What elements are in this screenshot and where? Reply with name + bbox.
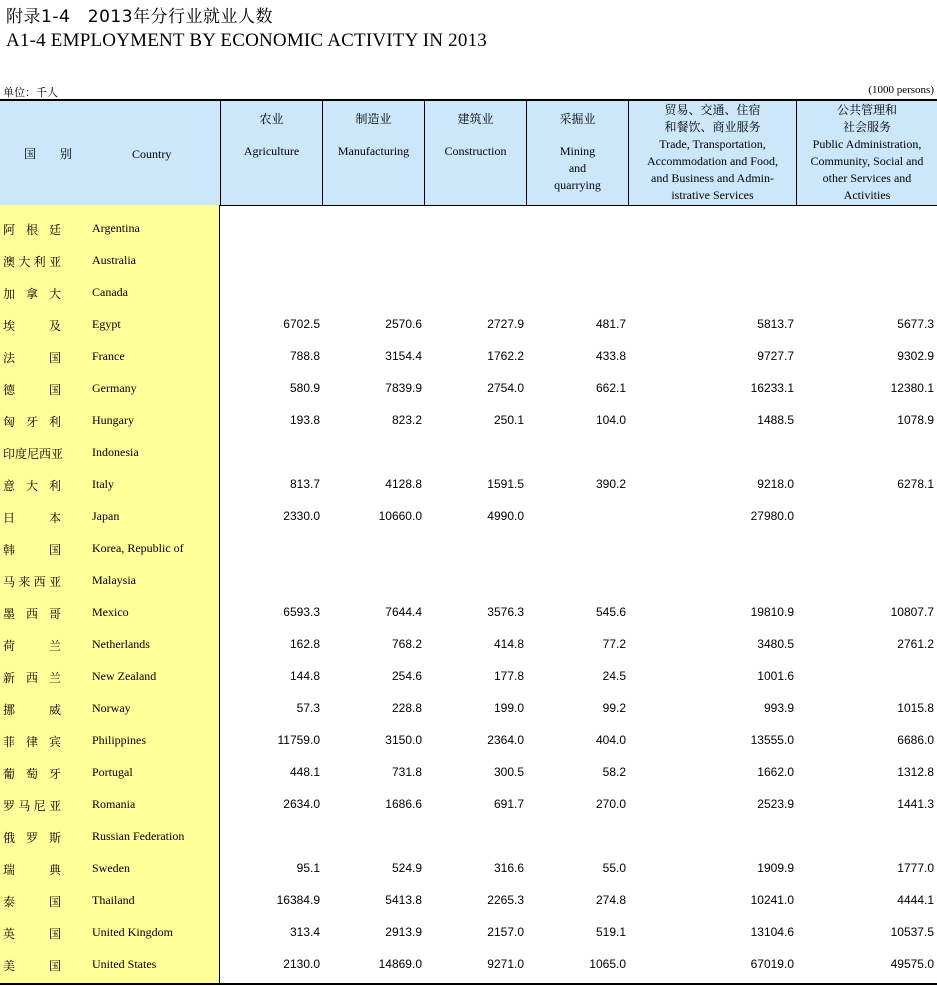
country-name-en: Italy	[92, 477, 114, 491]
table-row	[0, 340, 937, 372]
value-public-admin: 49575.0	[890, 957, 934, 971]
value-public-admin: 1015.8	[897, 701, 934, 715]
value-mining: 404.0	[595, 733, 626, 747]
table-row	[0, 916, 937, 948]
value-construction: 1591.5	[487, 477, 524, 491]
country-name-cn: 挪威	[3, 703, 61, 717]
country-name-cn: 韩国	[3, 543, 61, 557]
value-trade: 27980.0	[750, 509, 794, 523]
value-agriculture: 193.8	[289, 413, 320, 427]
country-name-cn: 瑞典	[3, 863, 61, 877]
table-row	[0, 244, 937, 276]
value-public-admin: 1312.8	[897, 765, 934, 779]
header-public-admin-en-3: other Services and	[822, 171, 912, 185]
country-name-en: Egypt	[92, 317, 121, 331]
header-manufacturing-cn: 制造业	[355, 112, 392, 126]
table-row	[0, 500, 937, 532]
country-name-en: Philippines	[92, 733, 147, 747]
value-trade: 16233.1	[750, 381, 794, 395]
value-construction: 2265.3	[487, 893, 524, 907]
country-name-cn: 英国	[3, 927, 61, 941]
value-construction: 3576.3	[487, 605, 524, 619]
value-mining: 545.6	[595, 605, 626, 619]
table-row	[0, 852, 937, 884]
value-construction: 199.0	[493, 701, 524, 715]
header-mining-cn: 采掘业	[559, 112, 596, 126]
value-trade: 2523.9	[757, 797, 794, 811]
country-name-en: Australia	[92, 253, 136, 267]
value-agriculture: 144.8	[289, 669, 320, 683]
value-manufacturing: 768.2	[391, 637, 422, 651]
value-mining: 58.2	[602, 765, 626, 779]
country-name-cn: 德国	[3, 383, 61, 397]
header-mining-en-3: quarrying	[554, 178, 601, 192]
value-mining: 24.5	[602, 669, 626, 683]
value-construction: 4990.0	[487, 509, 524, 523]
value-trade: 1001.6	[757, 669, 794, 683]
value-trade: 67019.0	[750, 957, 794, 971]
country-name-cn: 罗马尼亚	[3, 799, 61, 813]
value-manufacturing: 2570.6	[385, 317, 422, 331]
value-manufacturing: 1686.6	[385, 797, 422, 811]
country-name-en: Korea, Republic of	[92, 541, 184, 555]
country-name-cn: 加拿大	[3, 287, 61, 301]
header-country: Country	[132, 147, 172, 161]
value-agriculture: 813.7	[289, 477, 320, 491]
country-name-cn: 葡萄牙	[3, 767, 61, 781]
table-row	[0, 404, 937, 436]
value-manufacturing: 14869.0	[378, 957, 422, 971]
value-construction: 691.7	[493, 797, 524, 811]
header-trade-en-1: Trade, Transportation,	[659, 137, 766, 151]
value-manufacturing: 3150.0	[385, 733, 422, 747]
value-public-admin: 10807.7	[890, 605, 934, 619]
table-row	[0, 948, 937, 980]
value-agriculture: 448.1	[289, 765, 320, 779]
header-mining	[526, 101, 628, 205]
country-name-en: United Kingdom	[92, 925, 173, 939]
country-name-cn: 菲律宾	[3, 735, 61, 749]
country-name-cn: 澳大利亚	[3, 255, 61, 269]
value-manufacturing: 228.8	[391, 701, 422, 715]
value-manufacturing: 731.8	[391, 765, 422, 779]
value-public-admin: 12380.1	[890, 381, 934, 395]
value-agriculture: 2634.0	[283, 797, 320, 811]
country-name-en: Norway	[92, 701, 131, 715]
value-manufacturing: 7644.4	[385, 605, 422, 619]
value-mining: 77.2	[602, 637, 626, 651]
value-manufacturing: 254.6	[391, 669, 422, 683]
value-mining: 481.7	[595, 317, 626, 331]
value-construction: 250.1	[493, 413, 524, 427]
value-agriculture: 6593.3	[283, 605, 320, 619]
table-row	[0, 660, 937, 692]
table-row	[0, 372, 937, 404]
country-name-en: Argentina	[92, 221, 140, 235]
table-row	[0, 820, 937, 852]
value-agriculture: 57.3	[296, 701, 320, 715]
country-name-en: Hungary	[92, 413, 134, 427]
country-name-cn: 马来西亚	[3, 575, 61, 589]
header-trade-en-3: and Business and Admin-	[651, 171, 774, 185]
country-name-en: Thailand	[92, 893, 135, 907]
country-name-cn: 荷兰	[3, 639, 61, 653]
page-title-cn: 附录1-4 2013年分行业就业人数	[6, 7, 274, 27]
value-public-admin: 6278.1	[897, 477, 934, 491]
value-mining: 274.8	[595, 893, 626, 907]
country-name-cn: 法国	[3, 351, 61, 365]
header-public-admin-en-2: Community, Social and	[810, 154, 924, 168]
page-title-en: A1-4 EMPLOYMENT BY ECONOMIC ACTIVITY IN 2013	[6, 30, 487, 51]
value-trade: 3480.5	[757, 637, 794, 651]
value-public-admin: 6686.0	[897, 733, 934, 747]
value-mining: 1065.0	[589, 957, 626, 971]
value-agriculture: 313.4	[289, 925, 320, 939]
value-construction: 2727.9	[487, 317, 524, 331]
value-agriculture: 162.8	[289, 637, 320, 651]
table-header	[0, 101, 937, 206]
country-name-en: France	[92, 349, 125, 363]
header-agriculture	[220, 101, 322, 205]
table-row	[0, 628, 937, 660]
value-public-admin: 5677.3	[897, 317, 934, 331]
table-row	[0, 692, 937, 724]
header-agriculture-en: Agriculture	[243, 144, 300, 158]
value-manufacturing: 4128.8	[385, 477, 422, 491]
value-mining: 662.1	[595, 381, 626, 395]
country-name-cn: 匈牙利	[3, 415, 61, 429]
value-manufacturing: 823.2	[391, 413, 422, 427]
value-public-admin: 4444.1	[897, 893, 934, 907]
value-mining: 270.0	[595, 797, 626, 811]
country-name-cn: 新西兰	[3, 671, 61, 685]
value-trade: 1662.0	[757, 765, 794, 779]
table-row	[0, 788, 937, 820]
value-agriculture: 11759.0	[277, 733, 320, 747]
value-trade: 10241.0	[750, 893, 794, 907]
value-mining: 433.8	[595, 349, 626, 363]
country-name-cn: 美国	[3, 959, 61, 973]
value-construction: 177.8	[493, 669, 524, 683]
country-name-cn: 意大利	[3, 479, 61, 493]
table-row	[0, 724, 937, 756]
value-public-admin: 9302.9	[897, 349, 934, 363]
header-construction-en: Construction	[444, 144, 507, 158]
table-row	[0, 276, 937, 308]
country-name-en: Malaysia	[92, 573, 136, 587]
header-trade-en-4: istrative Services	[671, 188, 754, 202]
value-public-admin: 2761.2	[897, 637, 934, 651]
country-name-en: Russian Federation	[92, 829, 185, 843]
header-trade-cn-2: 和餐饮、商业服务	[664, 120, 761, 134]
value-construction: 1762.2	[487, 349, 524, 363]
country-name-en: Portugal	[92, 765, 133, 779]
country-name-en: United States	[92, 957, 157, 971]
country-name-en: Sweden	[92, 861, 130, 875]
header-trade-cn-1: 贸易、交通、住宿	[664, 103, 761, 117]
header-guobie: 国 别	[24, 147, 82, 161]
value-trade: 1488.5	[757, 413, 794, 427]
value-manufacturing: 3154.4	[385, 349, 422, 363]
bottom-rule	[0, 983, 937, 985]
value-construction: 2754.0	[487, 381, 524, 395]
value-construction: 316.6	[493, 861, 524, 875]
value-manufacturing: 10660.0	[378, 509, 422, 523]
value-trade: 19810.9	[750, 605, 794, 619]
value-trade: 9218.0	[757, 477, 794, 491]
country-name-en: Germany	[92, 381, 137, 395]
header-construction-cn: 建筑业	[457, 112, 494, 126]
value-trade: 1909.9	[757, 861, 794, 875]
table-row	[0, 884, 937, 916]
country-name-cn: 泰国	[3, 895, 61, 909]
header-manufacturing-en: Manufacturing	[337, 144, 410, 158]
value-mining: 55.0	[602, 861, 626, 875]
value-construction: 2157.0	[487, 925, 524, 939]
header-mining-en-2: and	[568, 161, 587, 175]
unit-label-cn: 单位：千人	[3, 86, 58, 99]
value-public-admin: 1777.0	[897, 861, 934, 875]
value-construction: 300.5	[493, 765, 524, 779]
header-trade-en-2: Accommodation and Food,	[647, 154, 778, 168]
value-agriculture: 2330.0	[283, 509, 320, 523]
value-trade: 13555.0	[750, 733, 794, 747]
value-agriculture: 580.9	[289, 381, 320, 395]
table-row	[0, 468, 937, 500]
value-mining: 99.2	[602, 701, 626, 715]
country-name-cn: 阿根廷	[3, 223, 61, 237]
header-public-admin	[796, 101, 937, 205]
value-construction: 414.8	[493, 637, 524, 651]
value-manufacturing: 5413.8	[385, 893, 422, 907]
country-name-en: Canada	[92, 285, 128, 299]
value-public-admin: 10537.5	[890, 925, 934, 939]
header-manufacturing	[322, 101, 424, 205]
value-mining: 104.0	[595, 413, 626, 427]
table-row	[0, 212, 937, 244]
header-public-admin-cn-2: 社会服务	[842, 120, 891, 134]
header-public-admin-en-4: Activities	[843, 188, 891, 202]
value-trade: 5813.7	[757, 317, 794, 331]
header-trade	[628, 101, 796, 205]
country-name-en: Mexico	[92, 605, 129, 619]
table-row	[0, 564, 937, 596]
header-public-admin-en-1: Public Administration,	[812, 137, 922, 151]
value-construction: 2364.0	[487, 733, 524, 747]
country-name-cn: 印度尼西亚	[3, 447, 64, 461]
country-name-cn: 日本	[3, 511, 61, 525]
country-name-en: Romania	[92, 797, 136, 811]
value-agriculture: 6702.5	[283, 317, 320, 331]
header-public-admin-cn-1: 公共管理和	[836, 103, 897, 117]
value-construction: 9271.0	[487, 957, 524, 971]
country-name-cn: 俄罗斯	[3, 831, 61, 845]
value-mining: 390.2	[595, 477, 626, 491]
table-row	[0, 532, 937, 564]
value-agriculture: 2130.0	[283, 957, 320, 971]
country-name-en: New Zealand	[92, 669, 157, 683]
country-name-en: Netherlands	[92, 637, 150, 651]
unit-label-en: (1000 persons)	[868, 84, 934, 96]
country-name-en: Indonesia	[92, 445, 139, 459]
value-public-admin: 1078.9	[897, 413, 934, 427]
table-row	[0, 308, 937, 340]
value-manufacturing: 2913.9	[385, 925, 422, 939]
value-mining: 519.1	[595, 925, 626, 939]
value-agriculture: 788.8	[289, 349, 320, 363]
header-agriculture-cn: 农业	[259, 112, 284, 126]
value-trade: 993.9	[763, 701, 794, 715]
table-row	[0, 436, 937, 468]
country-name-en: Japan	[92, 509, 120, 523]
header-construction	[424, 101, 526, 205]
value-manufacturing: 7839.9	[385, 381, 422, 395]
table-row	[0, 596, 937, 628]
country-name-cn: 墨西哥	[3, 607, 61, 621]
table-row	[0, 756, 937, 788]
value-agriculture: 16384.9	[276, 893, 320, 907]
value-manufacturing: 524.9	[391, 861, 422, 875]
value-trade: 9727.7	[757, 349, 794, 363]
value-agriculture: 95.1	[296, 861, 320, 875]
value-trade: 13104.6	[750, 925, 794, 939]
value-public-admin: 1441.3	[897, 797, 934, 811]
country-name-cn: 埃及	[3, 319, 61, 333]
header-mining-en-1: Mining	[559, 144, 596, 158]
